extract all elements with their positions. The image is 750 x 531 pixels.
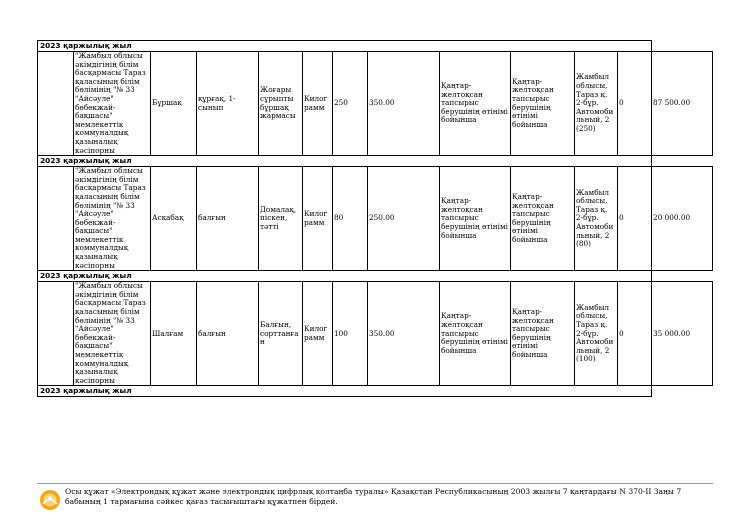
- table-row: [38, 167, 713, 271]
- organization-cell: "Жамбыл облысы әкімдігінің білім басқармасы Тараз қаласының білім бөлімінің "№ 33 "Айсәуле" бөбекжай-бақшасы" мемлекеттік коммуналдық қазыналық кәсіпорны: [74, 282, 151, 386]
- footer: [37, 486, 713, 516]
- unit-cell: Килограмм: [303, 282, 333, 386]
- year-label: 2023 қаржылық жыл: [38, 41, 652, 52]
- term2-cell: Қаңтар-желтоқсан тапсырыс берушінің өтінімі бойынша: [511, 52, 575, 156]
- table-row: [38, 282, 713, 386]
- organization-cell: "Жамбыл облысы әкімдігінің білім басқармасы Тараз қаласының білім бөлімінің "№ 33 "Айсәуле" бөбекжай-бақшасы" мемлекеттік коммуналдық қазыналық кәсіпорны: [74, 52, 151, 156]
- price-cell: 350.00: [368, 282, 440, 386]
- year-label: 2023 қаржылық жыл: [38, 156, 652, 167]
- empty-cell: [38, 52, 74, 156]
- empty-cell: [38, 167, 74, 271]
- total-cell: 87 500.00: [652, 52, 713, 156]
- term2-cell: Қаңтар-желтоқсан тапсырыс берушінің өтінімі бойынша: [511, 282, 575, 386]
- procurement-table: [37, 40, 713, 397]
- advance-cell: 0: [618, 167, 652, 271]
- description-cell: Балғын, сорттанған: [259, 282, 303, 386]
- address-cell: Жамбыл облысы, Тараз қ. 2-бұр. Автомобильный, 2 (80): [575, 167, 618, 271]
- organization-cell: "Жамбыл облысы әкімдігінің білім басқармасы Тараз қаласының білім бөлімінің "№ 33 "Айсәуле" бөбекжай-бақшасы" мемлекеттік коммуналдық қазыналық кәсіпорны: [74, 167, 151, 271]
- quantity-cell: 100: [333, 282, 368, 386]
- product-cell: Бұршақ: [151, 52, 197, 156]
- term1-cell: Қаңтар-желтоқсан тапсырыс берушінің өтінімі бойынша: [440, 52, 511, 156]
- address-cell: Жамбыл облысы, Тараз қ. 2-бұр. Автомобильный, 2 (250): [575, 52, 618, 156]
- year-row: [38, 41, 713, 52]
- quantity-cell: 80: [333, 167, 368, 271]
- term2-cell: Қаңтар-желтоқсан тапсырыс берушінің өтінімі бойынша: [511, 167, 575, 271]
- total-cell: 35 000.00: [652, 282, 713, 386]
- egov-seal-icon: [39, 489, 61, 511]
- footer-text: Осы құжат «Электрондық құжат және электрондық цифрлық қолтаңба туралы» Қазақстан Республикасының 2003 жылғы 7 қаңтардағы N 370-II Заңы 7 бабының 1 тармағына сәйкес қағаз тасығыштағы құжатпен бірдей.: [65, 487, 682, 506]
- year-row: [38, 271, 713, 282]
- year-row: [38, 156, 713, 167]
- advance-cell: 0: [618, 282, 652, 386]
- quantity-cell: 250: [333, 52, 368, 156]
- description-cell: Домалақ, піскен, тәтті: [259, 167, 303, 271]
- product-cell: Асқабақ: [151, 167, 197, 271]
- empty-cell: [38, 282, 74, 386]
- description-cell: Жоғары сұрыпты бұршақ жармасы: [259, 52, 303, 156]
- year-label: 2023 қаржылық жыл: [38, 271, 652, 282]
- year-row: [38, 386, 713, 397]
- total-cell: 20 000.00: [652, 167, 713, 271]
- type-cell: балғын: [197, 167, 259, 271]
- term1-cell: Қаңтар-желтоқсан тапсырыс берушінің өтінімі бойынша: [440, 167, 511, 271]
- address-cell: Жамбыл облысы, Тараз қ. 2-бұр. Автомобильный, 2 (100): [575, 282, 618, 386]
- unit-cell: Килограмм: [303, 52, 333, 156]
- type-cell: құрғақ, 1-сынып: [197, 52, 259, 156]
- advance-cell: 0: [618, 52, 652, 156]
- unit-cell: Килограмм: [303, 167, 333, 271]
- price-cell: 350.00: [368, 52, 440, 156]
- price-cell: 250.00: [368, 167, 440, 271]
- footer-divider: [37, 483, 713, 484]
- type-cell: балғын: [197, 282, 259, 386]
- table-row: [38, 52, 713, 156]
- product-cell: Шалғам: [151, 282, 197, 386]
- year-label: 2023 қаржылық жыл: [38, 386, 652, 397]
- term1-cell: Қаңтар-желтоқсан тапсырыс берушінің өтінімі бойынша: [440, 282, 511, 386]
